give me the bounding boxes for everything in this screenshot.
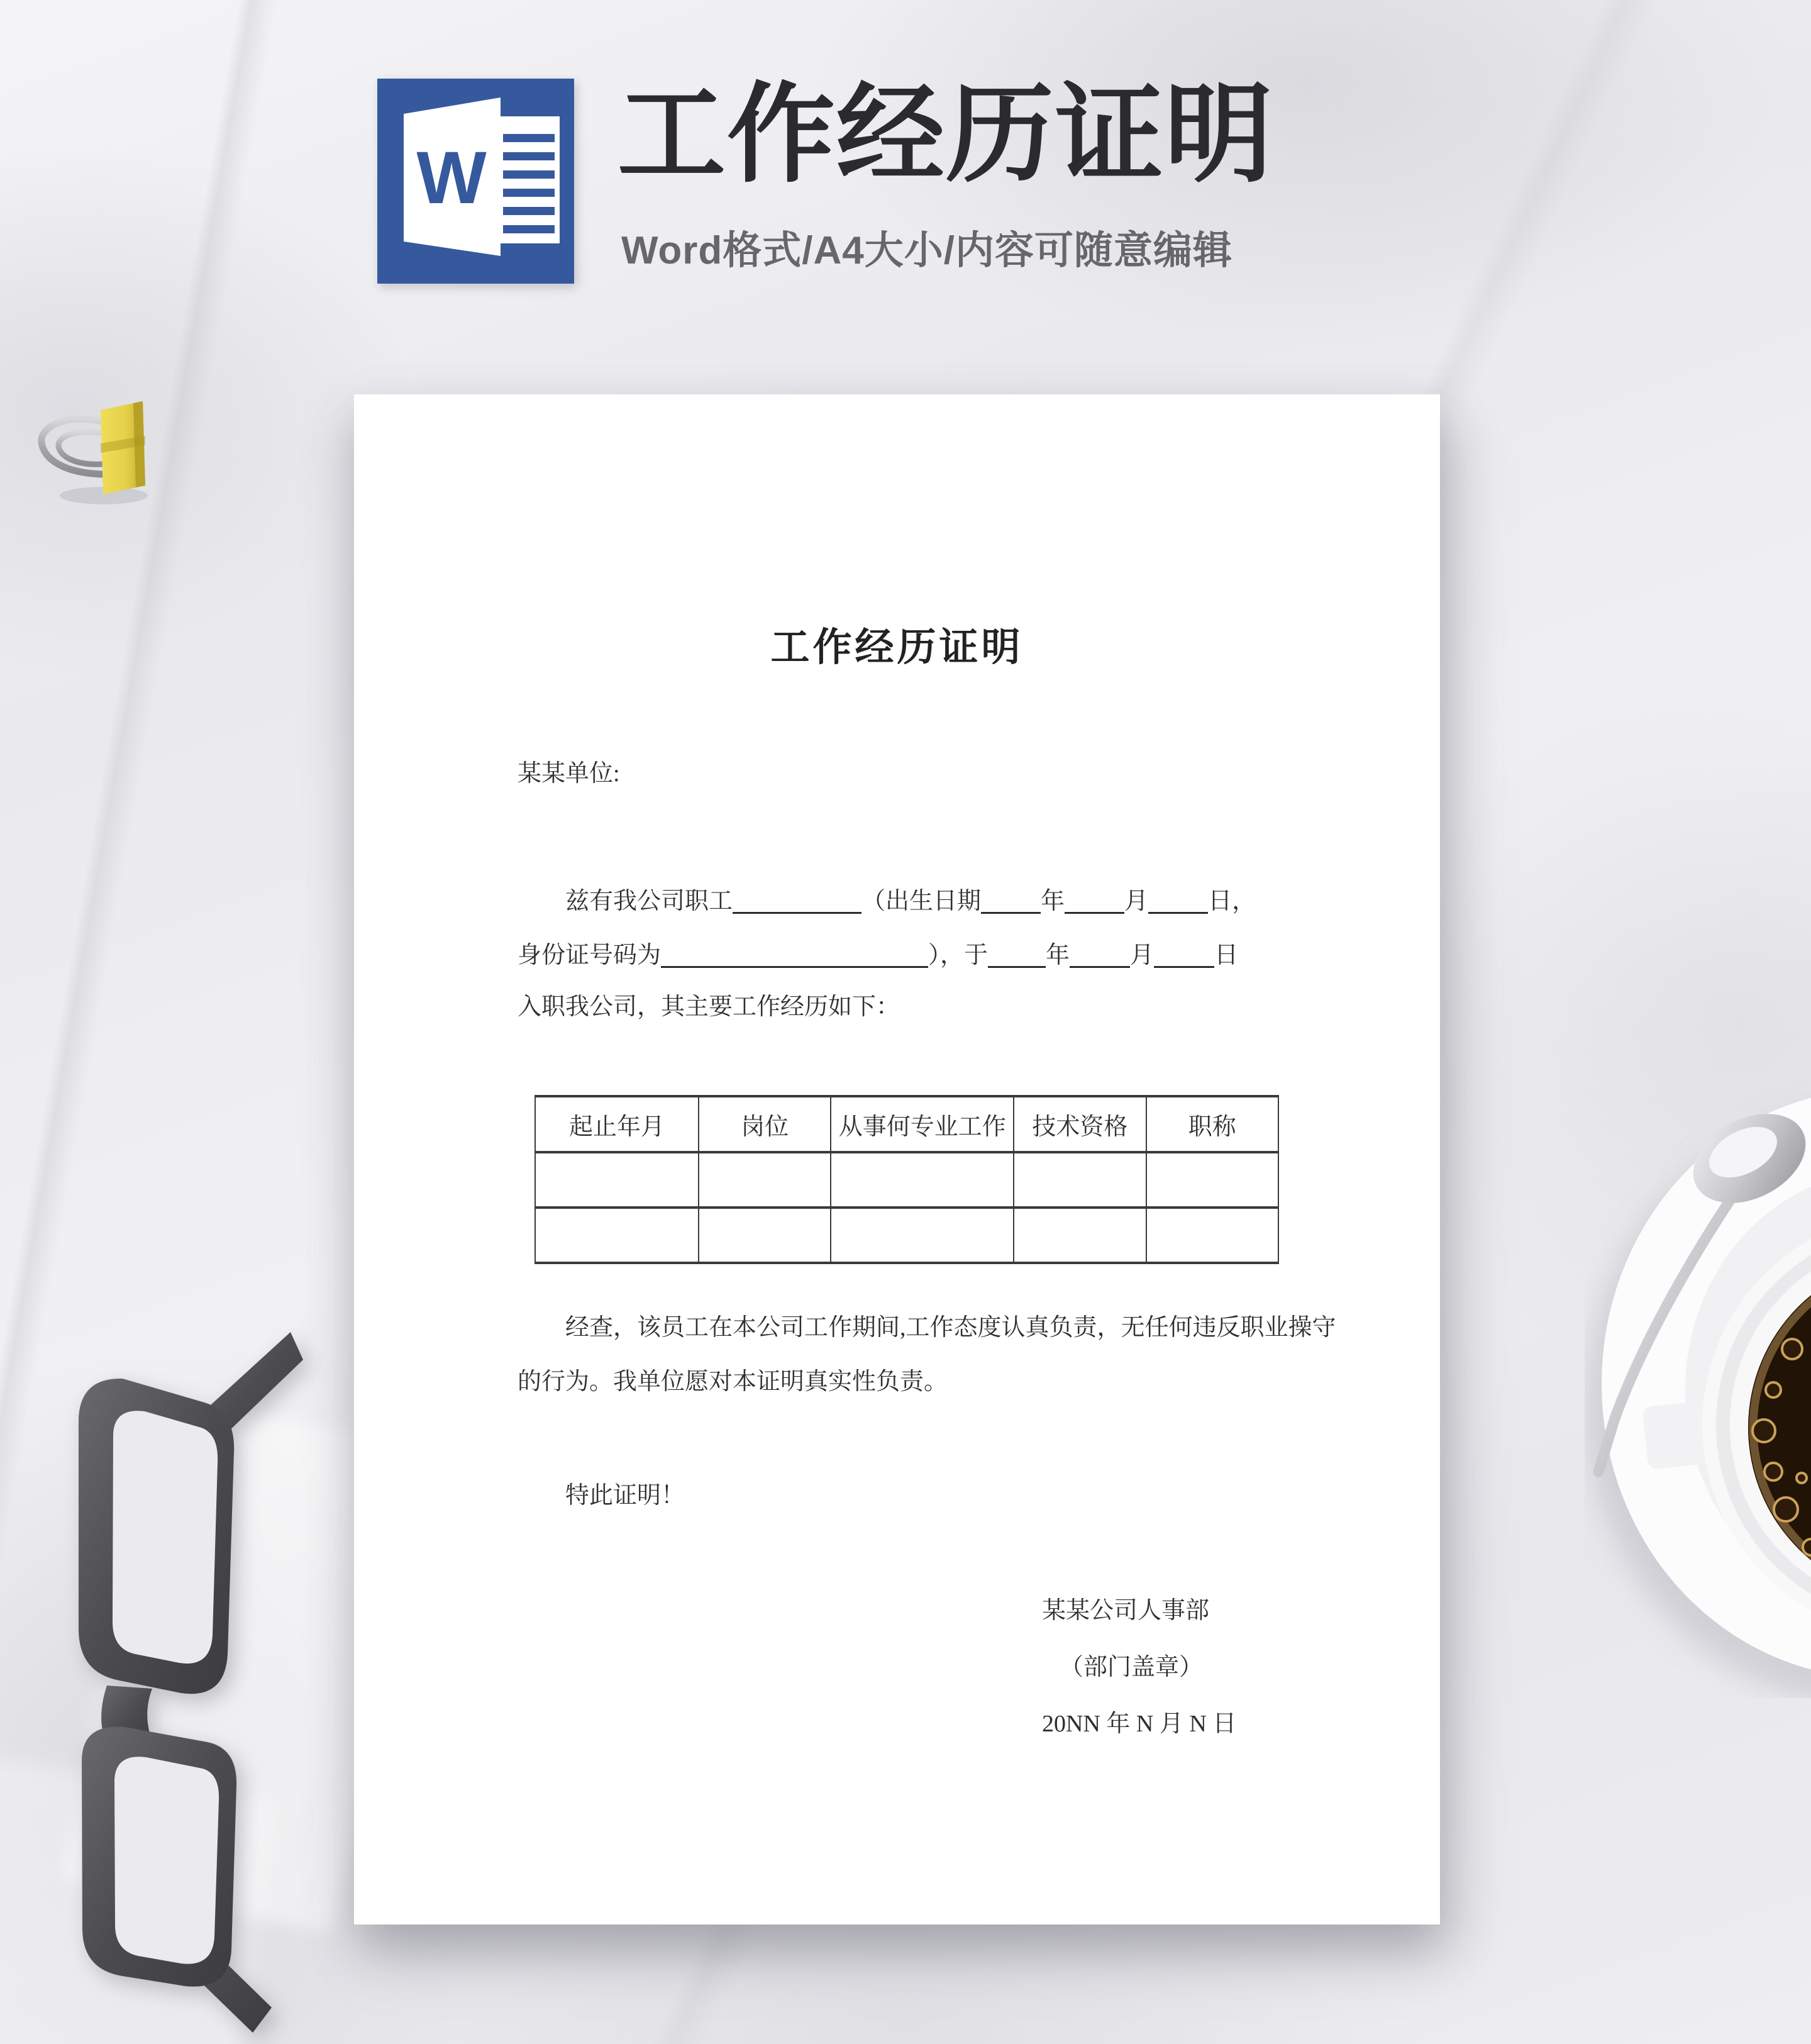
- table-header-cell: 岗位: [699, 1096, 831, 1152]
- table-cell: [1146, 1208, 1278, 1263]
- blank-underline: [661, 941, 928, 968]
- blank-underline: [733, 887, 861, 914]
- form-line-3: [518, 991, 900, 1023]
- table-header-cell: 从事何专业工作: [831, 1096, 1014, 1152]
- form-line-2: [518, 940, 1238, 971]
- table-row: [535, 1152, 1278, 1208]
- form-text: 身份证号码为: [518, 942, 662, 969]
- table-header-cell: 职称: [1146, 1096, 1278, 1152]
- binder-clip: [25, 371, 163, 509]
- document-page: [354, 394, 1440, 1925]
- table-header-cell: 技术资格: [1014, 1096, 1146, 1152]
- signature-date: 20NN 年 N 月 N 日: [1042, 1711, 1237, 1737]
- table-cell: [535, 1208, 699, 1263]
- table-header-row: [535, 1096, 1278, 1152]
- form-text: 入职我公司，其主要工作经历如下：: [518, 994, 900, 1020]
- coffee-cup: [1585, 1063, 1811, 1698]
- banner-subtitle: Word格式/A4大小/内容可随意编辑: [621, 229, 1232, 272]
- signature-company: 某某公司人事部: [1042, 1597, 1210, 1624]
- form-line-1: [565, 886, 1256, 917]
- blank-underline: [1070, 941, 1130, 968]
- glasses-upper-lens: [113, 1411, 218, 1664]
- word-icon: [377, 79, 574, 284]
- table-cell: [535, 1152, 699, 1208]
- table-row: [535, 1208, 1278, 1263]
- blank-underline: [1154, 941, 1214, 968]
- blank-underline: [1148, 887, 1208, 914]
- blank-underline: [1065, 887, 1124, 914]
- table-cell: [831, 1152, 1014, 1208]
- table-cell: [831, 1208, 1014, 1263]
- form-text: （出生日期: [861, 888, 982, 914]
- table-cell: [1014, 1208, 1146, 1263]
- form-text: 兹有我公司职工: [565, 888, 733, 914]
- work-history-table: [534, 1095, 1279, 1264]
- salutation: 某某单位:: [518, 760, 620, 787]
- table-header-cell: 起止年月: [535, 1096, 699, 1152]
- blank-underline: [981, 887, 1041, 914]
- table-cell: [699, 1152, 831, 1208]
- form-text: 日: [1214, 942, 1239, 969]
- form-text: 日，: [1208, 888, 1256, 914]
- banner-title: 工作经历证明: [618, 74, 1274, 195]
- closing-paragraph-line: 经查，该员工在本公司工作期间,工作态度认真负责，无任何违反职业操守: [565, 1314, 1336, 1341]
- glasses-lower-lens: [114, 1757, 219, 1963]
- table-cell: [1146, 1152, 1278, 1208]
- form-text: 月: [1124, 888, 1149, 914]
- form-text: 年: [1046, 942, 1070, 969]
- clip-wire-inner: [58, 432, 102, 465]
- form-text: ），于: [928, 942, 989, 969]
- table-cell: [1014, 1152, 1146, 1208]
- form-text: 月: [1130, 942, 1155, 969]
- blank-underline: [988, 941, 1046, 968]
- document-title: 工作经历证明: [770, 626, 1024, 669]
- closing-paragraph-line: 的行为。我单位愿对本证明真实性负责。: [518, 1369, 948, 1395]
- signature-stamp-note: （部门盖章）: [1060, 1654, 1204, 1680]
- table-cell: [699, 1208, 831, 1263]
- eyeglasses: [19, 1283, 314, 2044]
- form-text: 年: [1041, 888, 1065, 914]
- header-banner: [0, 0, 1811, 327]
- table-body: [535, 1152, 1278, 1263]
- attest-line: 特此证明！: [565, 1482, 685, 1509]
- word-icon-letter: W: [416, 136, 487, 219]
